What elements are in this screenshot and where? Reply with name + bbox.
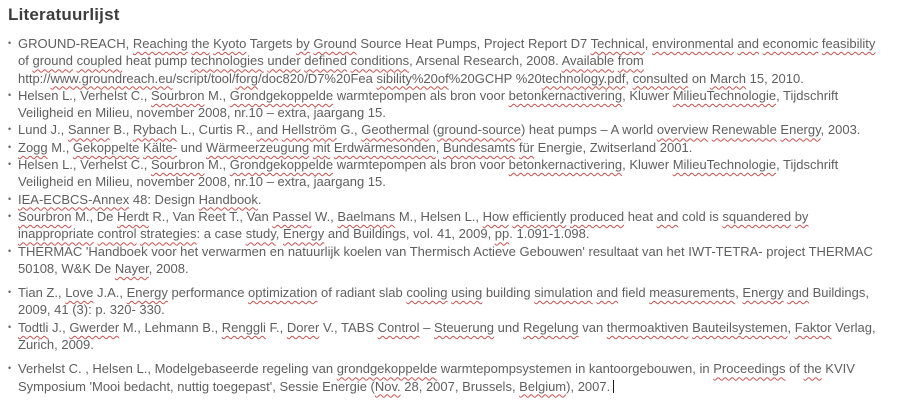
spellcheck-underline: March bbox=[709, 70, 747, 86]
spellcheck-underline: grondgekoppelde bbox=[336, 361, 438, 377]
spellcheck-underline: simulation bbox=[534, 285, 593, 301]
spellcheck-underline: sibility%20of bbox=[376, 70, 449, 86]
spellcheck-underline: Geothermal bbox=[361, 122, 430, 138]
spellcheck-underline: the bbox=[803, 361, 822, 377]
reference-text: THERMAC 'Handboek voor het verwarmen en natuurlijk koelen van Thermisch Actieve Gebouwen' resultaat van het IWT-TETRA- project THERMAC 50108, W&K De Nayer, 2008. bbox=[18, 243, 873, 276]
reference-item bbox=[8, 284, 882, 319]
reference-text: Helsen L., Verhelst C., Sourbron M., Grondgekoppelde warmtepompen als bron voor betonkernactivering, Kluwer MilieuTechnologie, Tijdschrift Veiligheid en Milieu, november 2008, nr.10 – extra, jaargang 15. bbox=[18, 87, 839, 121]
spellcheck-underline: Rybach bbox=[132, 122, 177, 138]
spellcheck-underline: Belgium bbox=[519, 378, 567, 394]
spellcheck-underline: cooling bbox=[406, 285, 448, 301]
bullet-icon: • bbox=[8, 363, 12, 374]
spellcheck-underline: Sanner bbox=[67, 122, 110, 138]
bullet-icon: • bbox=[8, 38, 12, 48]
spellcheck-underline: forg bbox=[235, 70, 258, 86]
spellcheck-underline: technologies bbox=[190, 53, 264, 69]
spellcheck-underline: under bbox=[267, 53, 301, 69]
spellcheck-underline: overview bbox=[656, 122, 709, 138]
bullet-icon: • bbox=[8, 124, 12, 135]
spellcheck-underline: Steuerung bbox=[434, 319, 495, 335]
spellcheck-underline: pp bbox=[494, 226, 510, 242]
spellcheck-underline: and bbox=[787, 285, 809, 301]
spellcheck-underline: Sourbron bbox=[150, 157, 205, 173]
reference-item bbox=[8, 139, 882, 156]
spellcheck-underline: Handbook bbox=[198, 191, 258, 207]
bullet-icon: • bbox=[8, 159, 12, 170]
spellcheck-underline: ground-source bbox=[437, 122, 521, 138]
spellcheck-underline: using bbox=[451, 285, 483, 301]
spellcheck-underline: Nov. bbox=[374, 378, 401, 394]
spellcheck-underline: inappropriate bbox=[18, 226, 94, 242]
spellcheck-underline: www.groundreach.eu bbox=[50, 70, 173, 86]
spellcheck-underline: Grondgekoppelde bbox=[229, 87, 334, 103]
spellcheck-underline: Bundesamts bbox=[442, 139, 516, 155]
spellcheck-underline: ground bbox=[32, 53, 73, 69]
reference-item bbox=[8, 121, 882, 138]
bullet-icon: • bbox=[8, 321, 12, 332]
spellcheck-underline: Renggli bbox=[221, 319, 266, 335]
spellcheck-underline: Gwerder bbox=[69, 319, 120, 335]
spellcheck-underline: MilieuTechnologie bbox=[672, 87, 777, 103]
spellcheck-underline: Bauteilsystemen bbox=[692, 319, 788, 335]
reference-text: Lund J., Sanner B., Rybach L., Curtis R., and Hellström G., Geothermal (ground-source) heat pumps – A world overview Renewable Energy, 2003. bbox=[18, 122, 861, 138]
spellcheck-underline: from bbox=[617, 53, 644, 69]
spellcheck-underline: defined bbox=[304, 53, 347, 69]
spellcheck-underline: environmental bbox=[652, 36, 734, 51]
spellcheck-underline: and bbox=[656, 208, 679, 224]
reference-item bbox=[8, 360, 882, 395]
spellcheck-underline: Kyoto bbox=[213, 36, 247, 51]
spellcheck-underline: produced bbox=[569, 208, 625, 224]
reference-text: IEA-ECBCS-Annex 48: Design Handbook. bbox=[18, 191, 262, 207]
spellcheck-underline: economic bbox=[762, 36, 819, 51]
spellcheck-underline: Gekoppelte bbox=[72, 139, 140, 155]
spellcheck-underline: IEA-ECBCS-Annex bbox=[18, 191, 130, 207]
spellcheck-underline: control bbox=[97, 226, 137, 242]
reference-text: Zogg M., Gekoppelte Kälte- und Wärmeerzeugung mit Erdwärmesonden, Bundesamts für Energie, Zwitserland 2001. bbox=[18, 139, 693, 155]
spellcheck-underline: consulted bbox=[632, 70, 689, 86]
spellcheck-underline: Nayer bbox=[114, 260, 149, 276]
spellcheck-underline: Herdt bbox=[117, 208, 149, 224]
bullet-icon: • bbox=[8, 210, 12, 221]
bullet-icon: • bbox=[8, 89, 12, 100]
spellcheck-underline: Dorer bbox=[286, 319, 320, 335]
spellcheck-underline: Kälte- bbox=[143, 139, 178, 155]
reference-item bbox=[8, 156, 882, 191]
spellcheck-underline: Baelmans bbox=[337, 208, 396, 224]
spellcheck-underline: Zogg bbox=[18, 139, 48, 155]
spellcheck-underline: Energy bbox=[780, 122, 821, 138]
reference-text: Helsen L., Verhelst C., Sourbron M., Grondgekoppelde warmtepompen als bron voor betonkernactivering, Kluwer MilieuTechnologie, Tijdschrift Veiligheid en Milieu, november 2008, nr.10 – extra, jaargang 15. bbox=[18, 157, 839, 190]
spellcheck-underline: für bbox=[518, 139, 535, 155]
reference-text: GROUND-REACH, Reaching the Kyoto Targets by Ground Source Heat Pumps, Project Report D7 Technical, environmental and economic feasibility of ground coupled heat pump technologies under defined conditions, Arsenal Research, 2008. Available from http://www.groundreach.eu/script/tool/forg/doc820/D7%20Fea sibility%20of%20GCHP %20technology.pdf, consulted on March 15, 2010. bbox=[18, 36, 876, 86]
spellcheck-underline: squandered bbox=[722, 208, 792, 224]
spellcheck-underline: measurements bbox=[649, 285, 736, 301]
text-cursor bbox=[613, 380, 614, 393]
spellcheck-underline: by bbox=[295, 36, 310, 51]
spellcheck-underline: betonkernactivering bbox=[508, 157, 623, 173]
reference-item bbox=[8, 35, 882, 87]
spellcheck-underline: feasibility bbox=[821, 36, 876, 51]
spellcheck-underline: Energy bbox=[283, 226, 325, 242]
reference-text: Tian Z., Love J.A., Energy performance optimization of radiant slab cooling using building simulation and field measurements, Energy and Buildings, 2009, 41 (3): p. 320- 330. bbox=[18, 285, 869, 318]
reference-item bbox=[8, 191, 882, 208]
spellcheck-underline: and bbox=[596, 285, 619, 301]
spellcheck-underline: and bbox=[737, 36, 760, 51]
bullet-icon: • bbox=[8, 287, 12, 298]
spellcheck-underline: betonkernactivering bbox=[508, 87, 623, 103]
reference-item bbox=[8, 243, 882, 278]
spellcheck-underline: the bbox=[191, 36, 210, 51]
spellcheck-underline: Todtli bbox=[18, 319, 49, 335]
spellcheck-underline: Wärmeerzeugung bbox=[205, 139, 310, 155]
page-title: Literatuurlijst bbox=[8, 5, 120, 24]
spellcheck-underline: study bbox=[245, 226, 276, 242]
spellcheck-underline: coupled bbox=[76, 53, 123, 69]
spellcheck-underline: Faktor bbox=[794, 319, 832, 335]
bullet-icon: • bbox=[8, 193, 12, 204]
spellcheck-underline: Regelung bbox=[522, 319, 579, 335]
reference-text: Verhelst C. , Helsen L., Modelgebaseerde regeling van grondgekoppelde warmtepompsystemen in kantoorgebouwen, in Proceedings of the KVIV Symposium 'Mooi bedacht, nuttig toegepast', Sessie Energie (Nov. 28, 2007, Brussels, Belgium), 2007. bbox=[18, 361, 855, 394]
reference-item bbox=[8, 87, 882, 122]
spellcheck-underline: efficiently bbox=[512, 208, 567, 224]
spellcheck-underline: Reaching bbox=[132, 36, 188, 51]
spellcheck-underline: Sourbron bbox=[150, 87, 205, 103]
spellcheck-underline: Control bbox=[377, 319, 420, 335]
spellcheck-underline: Available bbox=[561, 53, 615, 69]
spellcheck-underline: Proceedings bbox=[713, 361, 786, 377]
spellcheck-underline: conditions bbox=[350, 53, 410, 69]
spellcheck-underline: and bbox=[256, 122, 279, 138]
spellcheck-underline: strategies bbox=[140, 226, 197, 242]
spellcheck-underline: Sourbron bbox=[18, 208, 72, 224]
spellcheck-underline: by bbox=[794, 208, 809, 224]
spellcheck-underline: How bbox=[482, 208, 509, 224]
spellcheck-underline: Renewable bbox=[711, 122, 777, 138]
spellcheck-underline: Love bbox=[65, 285, 94, 301]
spellcheck-underline: Passel bbox=[272, 208, 312, 224]
spellcheck-underline: Erdwärmesonden bbox=[333, 139, 436, 155]
spellcheck-underline: optimization bbox=[248, 285, 318, 301]
reference-text: Todtli J., Gwerder M., Lehmann B., Renggli F., Dorer V., TABS Control – Steuerung und Regelung van thermoaktiven Bauteilsystemen, Faktor Verlag, Zurich, 2009. bbox=[18, 319, 876, 353]
spellcheck-underline: Energy bbox=[126, 285, 168, 301]
spellcheck-underline: Grondgekoppelde bbox=[229, 157, 334, 173]
reference-list bbox=[8, 35, 882, 395]
spellcheck-underline: thermoaktiven bbox=[606, 319, 689, 335]
reference-item bbox=[8, 319, 882, 354]
reference-text: Sourbron M., De Herdt R., Van Reet T., Van Passel W., Baelmans M., Helsen L., How efficiently produced heat and cold is squandered by inappropriate control strategies: a case study, Energy and Buildings, vol. 41, 2009, pp. 1.091-1.098. bbox=[18, 208, 809, 242]
spellcheck-underline: Technical bbox=[590, 36, 645, 51]
spellcheck-underline: mit bbox=[312, 139, 331, 155]
spellcheck-underline: MilieuTechnologie bbox=[672, 157, 777, 173]
bullet-icon: • bbox=[8, 141, 12, 152]
spellcheck-underline: Energy bbox=[742, 285, 784, 301]
spellcheck-underline: technology.pdf bbox=[541, 70, 626, 86]
spellcheck-underline: Ground bbox=[313, 36, 357, 51]
reference-item bbox=[8, 208, 882, 243]
spellcheck-underline: Hellström bbox=[281, 122, 337, 138]
bullet-icon: • bbox=[8, 245, 12, 256]
